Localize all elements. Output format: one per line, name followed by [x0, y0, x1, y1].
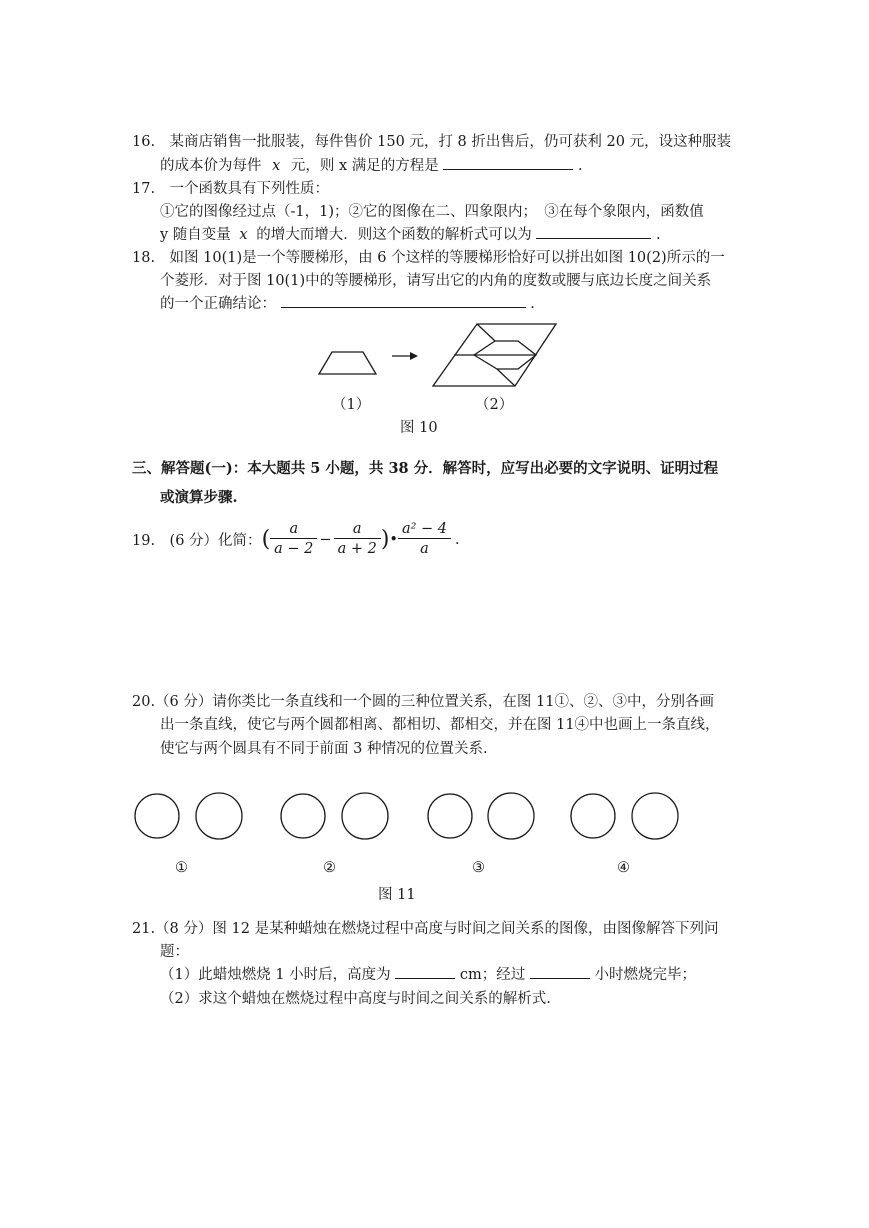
- q21-hours-blank[interactable]: [530, 964, 590, 979]
- circle-1b: [196, 793, 242, 839]
- q20-line1: 20.（6 分）请你类比一条直线和一个圆的三种位置关系，在图 11①、②、③中，分别各画: [132, 694, 714, 710]
- circle-4a: [571, 794, 615, 838]
- q18-text: 的一个正确结论：: [160, 296, 276, 312]
- circle-1a: [135, 794, 179, 838]
- q16-text-a: 的成本价为每件: [160, 158, 262, 174]
- q21-height-blank[interactable]: [395, 964, 455, 979]
- q21-text-a: （1）此蜡烛燃烧 1 小时后，高度为: [160, 967, 391, 983]
- q19-f3-denominator: a: [420, 541, 429, 557]
- q19-close-paren: ): [380, 527, 390, 552]
- q16-text-b: 元，则 x 满足的方程是: [290, 158, 439, 174]
- circle-3a: [428, 794, 472, 838]
- circle-2b: [342, 793, 388, 839]
- q17-text-b: 的增大而增大．则这个函数的解析式可以为: [256, 227, 532, 243]
- q21-text-c: 小时燃烧完毕；: [594, 967, 696, 983]
- q17-line1: 17. 一个函数具有下列性质：: [132, 181, 330, 197]
- section3-heading-line2: 或演算步骤.: [160, 489, 238, 506]
- q19-minus: −: [319, 531, 332, 548]
- circle-4b: [632, 793, 678, 839]
- circle-2a: [281, 794, 325, 838]
- q21-line2: 题：: [160, 944, 189, 960]
- q21-text-b: cm；经过: [459, 967, 526, 983]
- q21-line4: （2）求这个蜡烛在燃烧过程中高度与时间之间关系的解析式.: [160, 991, 551, 1007]
- q16-var-x: x: [272, 158, 281, 174]
- circle-3b: [488, 793, 534, 839]
- q21-line3: [160, 963, 696, 984]
- q19-f1-numerator: a: [270, 520, 317, 539]
- q18-line2: 个菱形．对于图 10(1)中的等腰梯形，请写出它的内角的度数或腰与底边长度之间关系: [160, 273, 712, 289]
- fig10-caption: 图 10: [400, 420, 438, 436]
- fig11-label-1: ①: [175, 860, 188, 876]
- q18-line1: 18. 如图 10(1)是一个等腰梯形，由 6 个这样的等腰梯形恰好可以拼出如图 10(2)所示的一: [132, 250, 725, 266]
- q17-text-a: y 随自变量: [160, 227, 231, 243]
- q19-f1-denominator: a − 2: [274, 541, 314, 557]
- q18-end: .: [530, 296, 535, 312]
- q16-end: .: [578, 158, 583, 174]
- q19-f3-numerator: a² − 4: [398, 520, 451, 539]
- fig11-label-3: ③: [472, 860, 485, 876]
- q19-end: .: [455, 531, 460, 548]
- q19-f2-denominator: a + 2: [337, 541, 377, 557]
- section3-heading-line1: 三、解答题(一)：本大题共 5 小题，共 38 分．解答时，应写出必要的文字说明、证明过程: [132, 460, 719, 477]
- q19-f2-numerator: a: [334, 520, 381, 539]
- q19-open-paren: (: [261, 527, 271, 552]
- q17-end: .: [655, 227, 661, 243]
- fig10-label-1: （1）: [332, 397, 371, 413]
- fig11-label-2: ②: [323, 860, 336, 876]
- q17-line2: ①它的图像经过点（-1，1)；②它的图像在二、四象限内； ③在每个象限内，函数值: [160, 204, 704, 220]
- fig11-label-4: ④: [617, 860, 630, 876]
- fig11-caption: 图 11: [378, 887, 416, 903]
- q21-line1: 21.（8 分）图 12 是某种蜡烛在燃烧过程中高度与时间之间关系的图像，由图像解答下列问: [132, 921, 719, 937]
- q16-line1: 16. 某商店销售一批服装，每件售价 150 元，打 8 折出售后，仍可获利 20 元，设这种服装: [132, 134, 732, 150]
- q19-dot: •: [389, 531, 398, 548]
- q19-prefix: 19. (6 分）化简：: [132, 533, 262, 549]
- q17-var-x: x: [239, 227, 248, 243]
- q20-line2: 出一条直线，使它与两个圆都相离、都相切、都相交，并在图 11④中也画上一条直线，: [160, 717, 720, 733]
- q20-line3: 使它与两个圆具有不同于前面 3 种情况的位置关系.: [160, 741, 488, 757]
- fig10-label-2: （2）: [475, 397, 514, 413]
